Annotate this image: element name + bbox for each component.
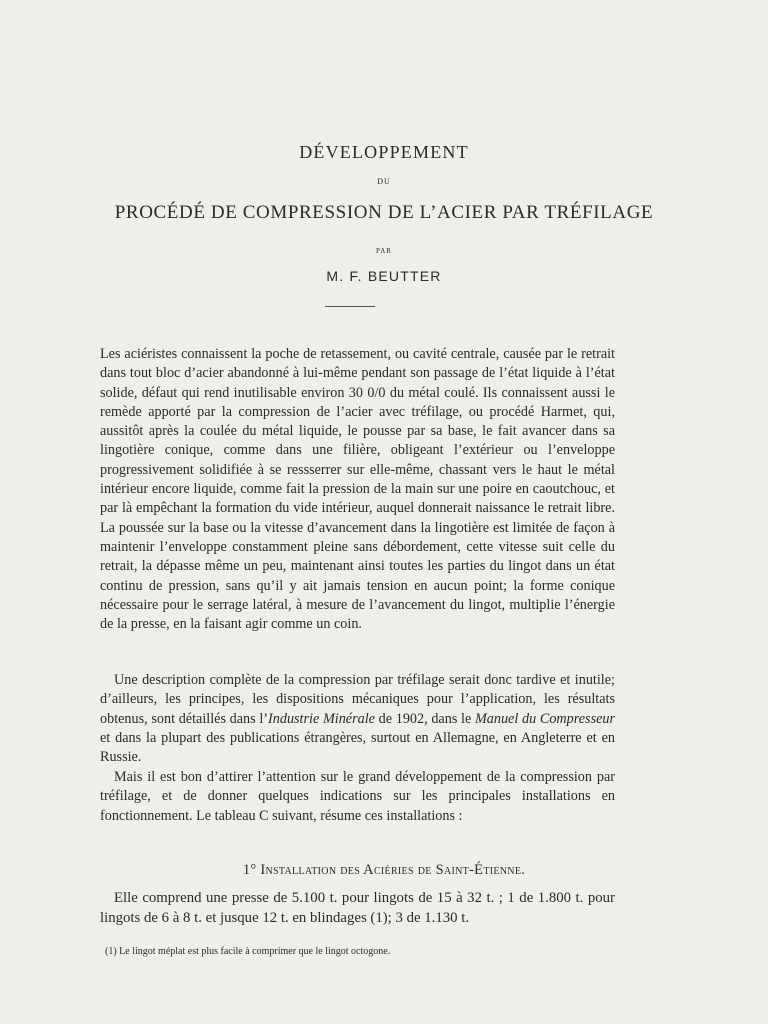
paragraph-1 [100, 345, 615, 634]
paragraph-2 [100, 671, 615, 767]
paragraph-3-text: Mais il est bon d’attirer l’attention sur le grand développement de la compression par tréfilage, et de donner quelques indications sur les principales installations en fonctionnement. Le tableau C suivant, résume ces installations : [100, 769, 615, 824]
paragraph-4 [100, 888, 615, 928]
paragraph-2-part-a: Une description complète de la compression par tréfilage serait donc tardive et inutile; d’ailleurs, les principes, les dispositions mécaniques pour l’application, les résultats obtenus, sont détaillés dans l’ [100, 672, 615, 727]
title-connector-par: PAR [376, 247, 392, 255]
paragraph-2-text [100, 671, 615, 767]
title-divider [325, 306, 375, 307]
title-connector-du: DU [377, 177, 391, 186]
title-line-2: PROCÉDÉ DE COMPRESSION DE L’ACIER PAR TRÉFILAGE [114, 202, 654, 223]
paragraph-1-text: Les aciéristes connaissent la poche de retassement, ou cavité centrale, causée par le retrait dans tout bloc d’acier abandonné à lui-même pendant son passage de l’état liquide à l’état solide, défaut qui rend inutilisable environ 30 0/0 du métal coulé. Ils connaissent aussi le remède apporté par la compression de l’acier avec tréfilage, ou procédé Harmet, qui, aussitôt après la coulée du métal liquide, le pousse par sa base, le fait avancer dans sa lingotière conique, comme dans une filière, obligeant l’extérieur ou l’enveloppe progressivement solidifiée à se ressserrer sur elle-même, chassant vers le haut le métal intérieur encore liquide, comme fait la pression de la main sur une poire en caoutchouc, et par là empêchant la formation du vide intérieur, auquel donnerait naissance le retrait libre. La poussée sur la base ou la vitesse d’avancement dans la lingotière est limitée de façon à maintenir l’enveloppe constamment pleine sans débordement, cette vitesse suit celle du retrait, la dépasse même un peu, maintenant ainsi toutes les parties du lingot dans un état continu de pression, sans qu’il y ait jamais tension en aucun point; la forme conique nécessaire pour le serrage latéral, à mesure de l’avancement du lingot, multiplie l’énergie de la presse, en la faisant agir comme un coin. [100, 346, 615, 633]
paragraph-2-part-b: de 1902, dans le [374, 710, 475, 727]
paragraph-4-text: Elle comprend une presse de 5.100 t. pour lingots de 15 à 32 t. ; 1 de 1.800 t. pour lingots de 6 à 8 t. et jusque 12 t. en blindages (1); 3 de 1.130 t. [100, 890, 615, 926]
paragraph-2-citation-1: Industrie Minérale [268, 710, 375, 727]
author-name: M. F. BEUTTER [326, 268, 442, 284]
paragraph-2-part-c: et dans la plupart des publications étrangères, surtout en Allemagne, en Angleterre et en Russie. [100, 729, 615, 766]
paragraph-2-citation-2: Manuel du Compresseur [474, 710, 615, 727]
footnote: (1) Le lingot méplat est plus facile à comprimer que le lingot octogone. [105, 946, 391, 957]
section-heading: 1° Installation des Aciéries de Saint-Étienne. [242, 862, 526, 878]
paragraph-3 [100, 768, 615, 826]
title-line-1: DÉVELOPPEMENT [299, 142, 469, 162]
